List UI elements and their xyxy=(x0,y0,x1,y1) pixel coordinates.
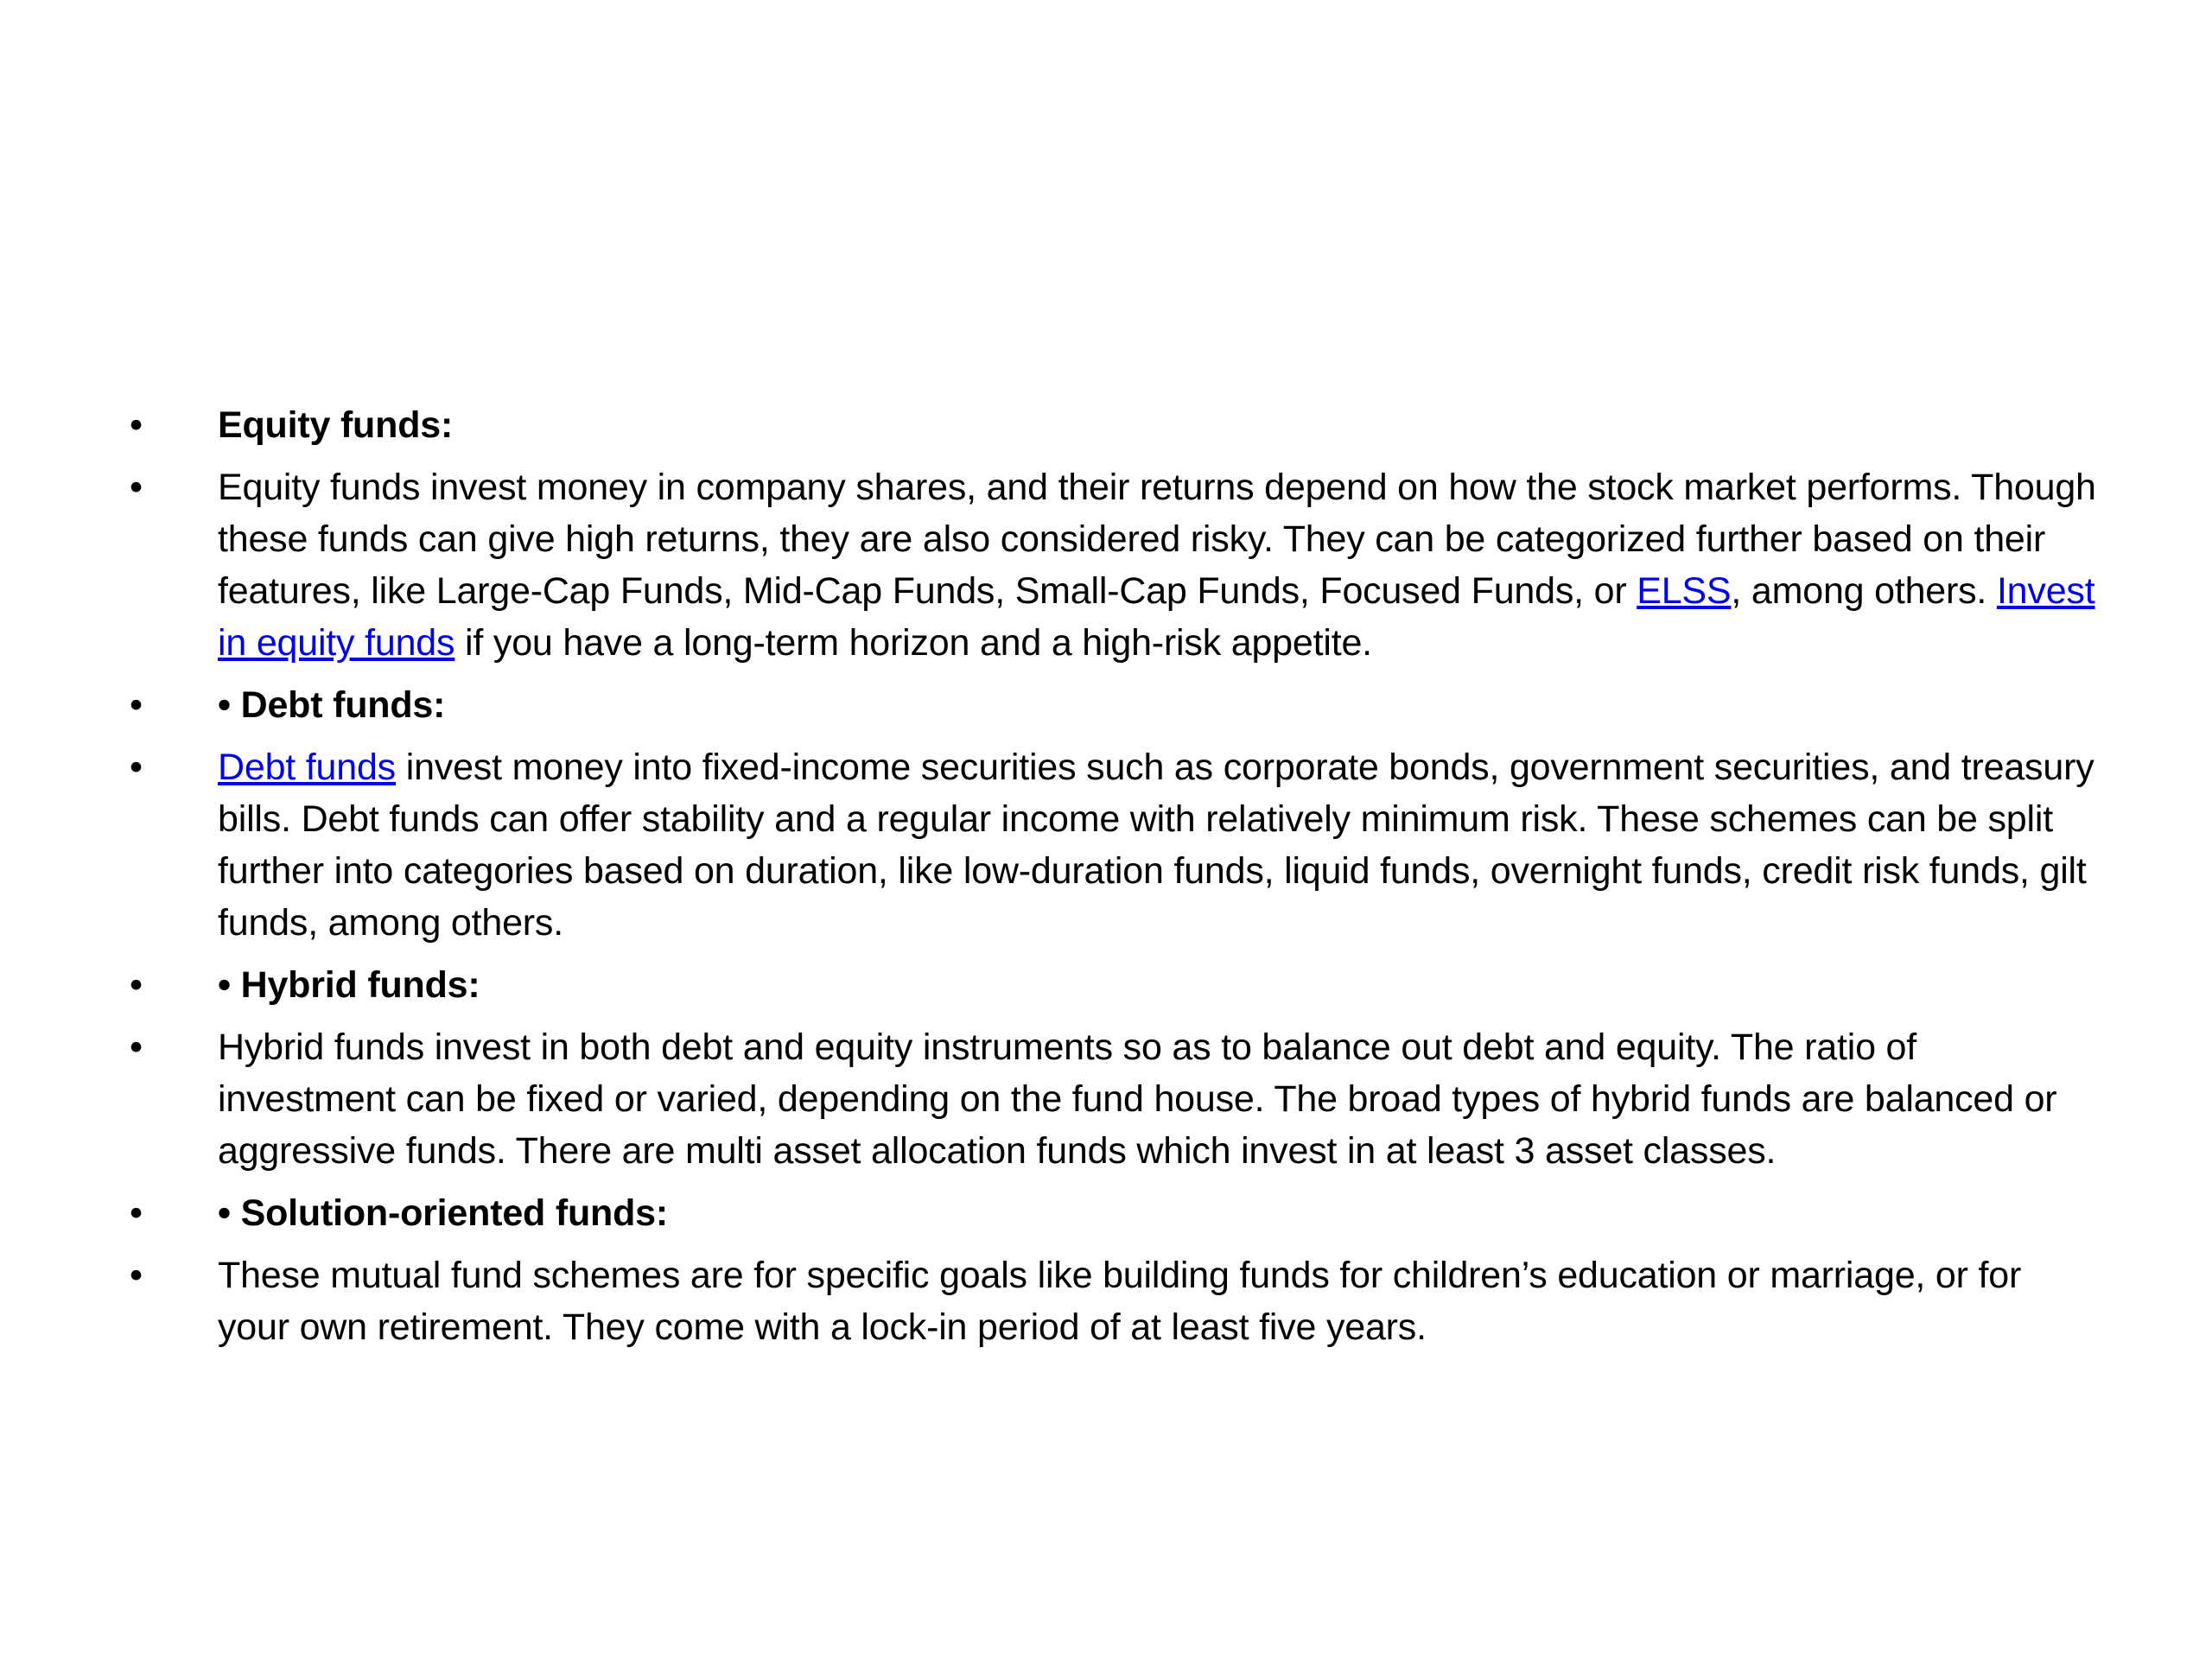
equity-body-text: , among others. xyxy=(1731,570,1997,612)
list-item-equity-heading xyxy=(130,399,2100,451)
equity-body-text: Equity funds invest money in company shares, and their returns depend on how the stock market performs. Though these funds can give high returns, they are also considered risky. They can be categorized further based on their features, like Large-Cap Funds, Mid-Cap Funds, Small-Cap Funds, Focused Funds, or xyxy=(218,467,2096,612)
equity-body-text: if you have a long-term horizon and a high-risk appetite. xyxy=(454,622,1372,664)
debt-funds-heading: • Debt funds: xyxy=(218,684,446,726)
hybrid-funds-heading: • Hybrid funds: xyxy=(218,964,480,1006)
solution-oriented-funds-heading: • Solution-oriented funds: xyxy=(218,1192,669,1234)
hybrid-body-text: Hybrid funds invest in both debt and equity instruments so as to balance out debt and equity. The ratio of investment can be fixed or varied, depending on the fund house. The broad types of hybrid funds are balanced or aggressive funds. There are multi asset allocation funds which invest in at least 3 asset classes. xyxy=(218,1027,2057,1172)
debt-body-text: invest money into fixed-income securities such as corporate bonds, government securities, and treasury bills. Debt funds can offer stability and a regular income with relatively minimum risk. These schemes can be split further into categories based on duration, like low-duration funds, liquid funds, overnight funds, credit risk funds, gilt funds, among others. xyxy=(218,747,2094,944)
elss-link[interactable]: ELSS xyxy=(1637,570,1732,612)
bullet-icon: • xyxy=(130,1255,143,1296)
list-item-hybrid-heading xyxy=(130,959,2100,1011)
bullet-icon: • xyxy=(130,467,143,508)
list-item-debt-body xyxy=(130,741,2100,949)
bullet-icon: • xyxy=(130,1027,143,1068)
debt-funds-link[interactable]: Debt funds xyxy=(218,747,396,788)
bullet-icon: • xyxy=(130,747,143,788)
solution-body-text: These mutual fund schemes are for specific goals like building funds for children’s education or marriage, or for your own retirement. They come with a lock-in period of at least five years. xyxy=(218,1255,2022,1348)
bullet-icon: • xyxy=(130,1192,143,1234)
bullet-icon: • xyxy=(130,404,143,446)
bullet-icon: • xyxy=(130,684,143,726)
list-item-solution-heading xyxy=(130,1187,2100,1239)
list-item-equity-body xyxy=(130,461,2100,669)
bullet-icon: • xyxy=(130,964,143,1006)
list-item-hybrid-body xyxy=(130,1021,2100,1177)
invest-in-equity-funds-link[interactable]: Invest in equity funds xyxy=(218,570,2095,664)
list-item-debt-heading xyxy=(130,679,2100,731)
list-item-solution-body xyxy=(130,1249,2100,1353)
equity-funds-heading: Equity funds: xyxy=(218,404,454,446)
bullet-list xyxy=(130,399,2100,1363)
